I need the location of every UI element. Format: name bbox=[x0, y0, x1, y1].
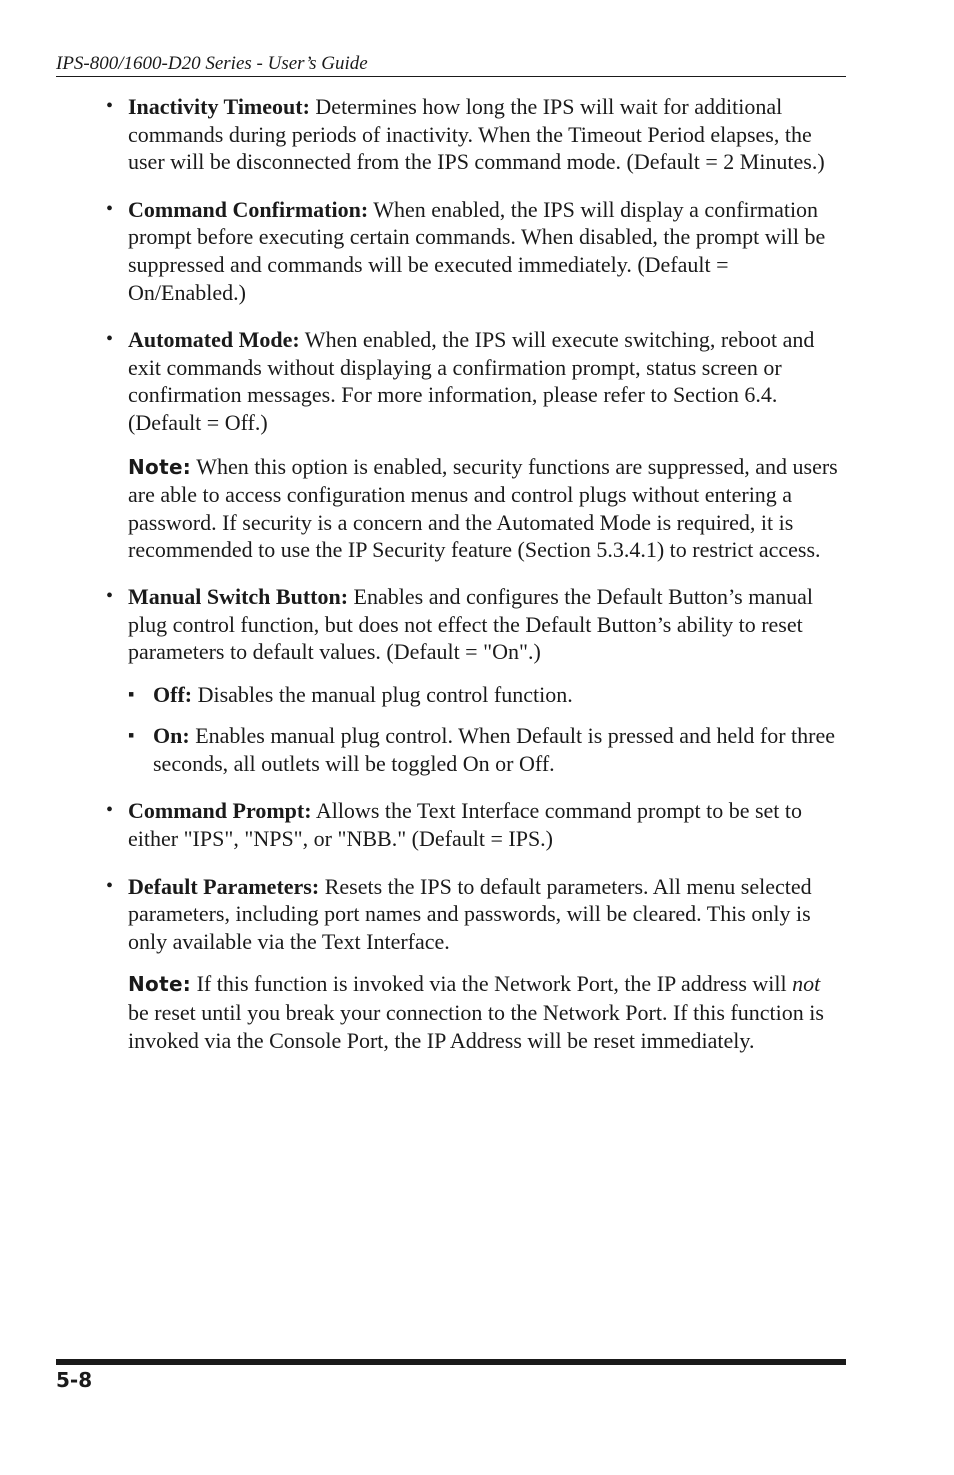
bullet: • bbox=[106, 328, 114, 351]
item-text: When enabled, the IPS will display a confirmation prompt before executing certain commands. When disabled, the prompt will be suppressed and commands will be executed immediately. (Default = On/Enabled.) bbox=[128, 196, 826, 305]
list-item-manual-switch-button bbox=[106, 583, 846, 666]
item-term: Default Parameters: bbox=[128, 873, 320, 899]
list-item-command-prompt bbox=[106, 797, 846, 852]
list-item-automated-mode bbox=[106, 326, 846, 436]
sub-item-text: Disables the manual plug control function. bbox=[192, 681, 573, 707]
sub-item-term: On: bbox=[153, 723, 190, 749]
bullet: • bbox=[106, 799, 114, 822]
note-text-before: If this function is invoked via the Network Port, the IP address will bbox=[191, 971, 793, 997]
note-label: Note: bbox=[128, 454, 192, 479]
list-item-inactivity-timeout bbox=[106, 93, 846, 176]
sub-item-on bbox=[128, 722, 846, 777]
note-text-after: be reset until you break your connection to the Network Port. If this function is invoked via the Console Port, the IP Address will be reset immediately. bbox=[128, 1000, 824, 1053]
footer-rule bbox=[56, 1359, 846, 1365]
note-label: Note: bbox=[128, 972, 192, 997]
item-term: Automated Mode: bbox=[128, 327, 300, 353]
item-text: Determines how long the IPS will wait for additional commands during periods of inactivity. When the Timeout Period elapses, the user will be disconnected from the IPS command mode. (Default = 2 Minutes.) bbox=[128, 94, 825, 175]
bullet: • bbox=[106, 197, 114, 220]
item-term: Command Prompt: bbox=[128, 798, 312, 824]
bullet: • bbox=[106, 874, 114, 897]
list-item-command-confirmation bbox=[106, 196, 846, 306]
bullet: • bbox=[106, 584, 114, 607]
item-term: Manual Switch Button: bbox=[128, 583, 349, 609]
item-term: Inactivity Timeout: bbox=[128, 94, 310, 119]
note-text: When this option is enabled, security functions are suppressed, and users are able to access configuration menus and control plugs without entering a password. If security is a concern and the Automated Mode is required, it is recommended to use the IP Security feature (Section 5.3.4.1) to restrict access. bbox=[128, 453, 838, 563]
sub-bullet: ▪ bbox=[128, 683, 135, 704]
page-number: 5-8 bbox=[56, 1368, 93, 1392]
page-content bbox=[0, 93, 954, 1073]
note-emphasis: not bbox=[792, 971, 821, 997]
bullet: • bbox=[106, 95, 114, 117]
sub-bullet: ▪ bbox=[128, 725, 135, 746]
sub-item-term: Off: bbox=[153, 681, 193, 707]
sub-item-text: Enables manual plug control. When Default is pressed and held for three seconds, all outlets will be toggled On or Off. bbox=[153, 723, 836, 776]
sub-item-off bbox=[128, 681, 846, 709]
header-rule bbox=[56, 76, 846, 77]
item-text: Resets the IPS to default parameters. All menu selected parameters, including port names and passwords, will be cleared. This only is only available via the Text Interface. bbox=[128, 873, 812, 954]
note-automated-mode bbox=[128, 453, 846, 564]
list-item-default-parameters bbox=[106, 873, 846, 956]
running-header: IPS-800/1600-D20 Series - User’s Guide bbox=[56, 53, 368, 74]
item-text: Allows the Text Interface command prompt to be set to either "IPS", "NPS", or "NBB." (Default = IPS.) bbox=[128, 798, 803, 852]
note-default-parameters bbox=[128, 970, 846, 1054]
item-term: Command Confirmation: bbox=[128, 196, 369, 222]
item-text: Enables and configures the Default Button’s manual plug control function, but does not effect the Default Button’s ability to reset parameters to default values. (Default = "On".) bbox=[128, 583, 813, 665]
item-text: When enabled, the IPS will execute switching, reboot and exit commands without displaying a confirmation prompt, status screen or confirmation messages. For more information, please refer to Section 6.4. (Default = Off.) bbox=[128, 327, 815, 435]
